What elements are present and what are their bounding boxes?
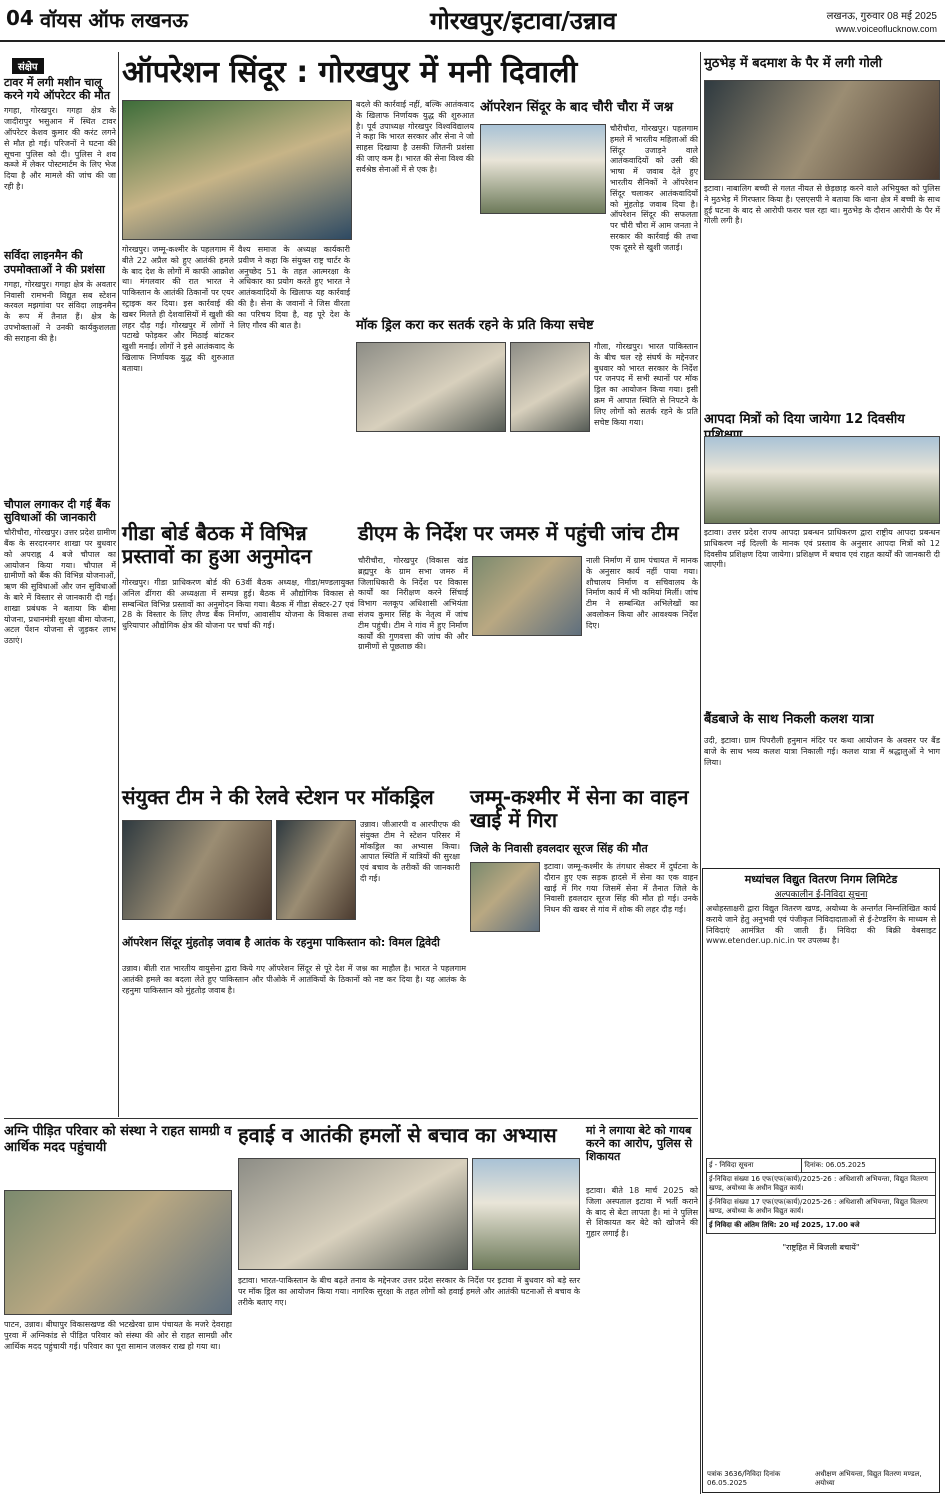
gida-headline: गीडा बोर्ड बैठक में विभिन्न प्रस्तावों का हुआ अनुमोदन: [122, 521, 312, 568]
sidebar-story-1-head: टावर में लगी मशीन चालू करने गये ऑपरेटर की मौत: [4, 76, 110, 103]
gida-text: गोरखपुर। गीडा प्राधिकरण बोर्ड की 63वीं बैठक अध्यक्ष, गीडा/मण्डलायुक्त अनिल ढींगरा की अध्यक्षता में सम्पन्न हुई। बैठक में औद्योगिक विकास से सम्बन्धित विभिन्न प्रस्तावों का अनुमोदन किया गया। बैठक में गीडा सेक्टर-27 एवं 28 के विस्तार के लिए लैण्ड बैंक निर्माण, आवासीय योजना के विकास तथा धुरियापार औद्योगिक क्षेत्र की योजना पर चर्चा की गई।: [122, 578, 354, 631]
lead-text-2: वैश्य समाज के अध्यक्ष कार्यकारी प्रवीण ने कहा कि संयुक्त राष्ट्र चार्टर के अनुच्छेद 51 के तहत आत्मरक्षा के अधिकार का प्रयोग करते हुए भारत ने आतंकवादियों के खिलाफ यह कार्रवाई की है। सेना के जवानों ने जिस वीरता का परिचय दिया है, वह पूरे देश के लिए गौरव की बात है।: [238, 245, 350, 330]
crook-photo: [704, 80, 940, 180]
chauri-photo: [480, 124, 606, 214]
dm-text: चौरीचौरा, गोरखपुर (विकास खंड ब्रह्मपुर के ग्राम सभा जमरु में जिलाधिकारी के निर्देश पर विकास कार्यों का निरीक्षण करने सिंचाई विभाग नलकूप अधिशासी अभियंता संजय कुमार सिंह के नेतृत्व में जांच टीम पहुंची। टीम ने गांव में हुए निर्माण कार्यों की गुणवत्ता की जांच की और ग्रामीणों से पूछताछ की।: [358, 556, 468, 652]
right-column-rule: [700, 52, 701, 1494]
lead-text: गोरखपुर। जम्मू-कश्मीर के पहलगाम में बीते 22 अप्रैल को हुए आतंकी हमले के बाद देश के लोगों में काफी आक्रोश था। मंगलवार की रात भारत ने पाकिस्तान के आतंकी ठिकानों पर एयर स्ट्राइक कर दिया। इस कार्रवाई की खबर मिलते ही देशवासियों में खुशी की लहर दौड़ गई। गोरखपुर में लोगों ने पटाखे फोड़कर और मिठाई बांटकर खुशी मनाई। लोगों ने इसे आतंकवाद के खिलाफ निर्णायक युद्ध की शुरुआत बताया।: [122, 245, 234, 373]
air-headline: हवाई व आतंकी हमलों से बचाव का अभ्यास: [238, 1123, 557, 1147]
rail-headline-box: [122, 786, 462, 816]
kalash-text: उदी, इटावा। ग्राम पिपरौली हनुमान मंदिर पर कथा आयोजन के अवसर पर बैंड बाजे के साथ भव्य कलश यात्रा निकाली गई। कलश यात्रा में श्रद्धालुओं ने भाग लिया।: [704, 736, 940, 767]
sidebar-story-1-text: गगहा, गोरखपुर। गगहा क्षेत्र के जादीरापुर भसुआन में स्थित टावर ऑपरेटर केशव कुमार की करंट लगने से मौत हो गई। परिजनों ने घटना की सूचना पुलिस को दी। पुलिस ने शव कब्जे में लेकर पोस्टमार्टम के लिए भेज दिया है और मामले की जांच की जा रही है।: [4, 106, 116, 191]
website-link[interactable]: www.voiceoflucknow.com: [835, 24, 937, 34]
fire-headline-box: [4, 1124, 232, 1184]
mock-photo: [356, 342, 506, 432]
mother-text: इटावा। बीते 18 मार्च 2025 को जिला अस्पताल इटावा में भर्ती कराने के बाद से बेटा लापता है। मां ने पुलिस से शिकायत कर बेटे को खोजने की गुहार लगाई है।: [586, 1186, 698, 1239]
dm-headline: डीएम के निर्देश पर जमरु में पहुंची जांच टीम: [358, 521, 679, 545]
mother-headline-box: [586, 1124, 698, 1184]
column-rule: [118, 52, 119, 1117]
dm-text-2: नाली निर्माण में ग्राम पंचायत में मानक के अनुसार कार्य नहीं पाया गया। शौचालय निर्माण व सचिवालय के निर्माण कार्य में भी कमियां मिलीं। जांच टीम ने सम्बन्धित अभिलेखों का अवलोकन किया और आवश्यक निर्देश दिए।: [586, 556, 698, 630]
chauri-headline: ऑपरेशन सिंदूर के बाद चौरी चौरा में जश्न: [480, 100, 674, 115]
mother-headline: मां ने लगाया बेटे को गायब करने का आरोप, पुलिस से शिकायत: [586, 1124, 693, 1164]
air-headline-box: [238, 1124, 580, 1154]
air-text: इटावा। भारत-पाकिस्तान के बीच बढ़ते तनाव के मद्देनजर उत्तर प्रदेश सरकार के निर्देश पर इटावा में बुधवार को बड़े स्तर पर मॉक ड्रिल का आयोजन किया गया। नागरिक सुरक्षा के तहत लोगों को हवाई हमले और आतंकी घटनाओं से बचाव के तरीके बताए गए।: [238, 1276, 580, 1307]
lead-text-3: बदले की कार्रवाई नहीं, बल्कि आतंकवाद के खिलाफ निर्णायक युद्ध की शुरुआत है। पूर्व उपाध्यक्ष गोरखपुर विश्वविद्यालय ने कहा कि भारत सरकार और सेना ने जो साहस दिखाया है उसकी जितनी प्रशंसा की जाए कम है। भारत की सेना विश्व की सर्वश्रेष्ठ सेनाओं में से एक है।: [356, 100, 474, 174]
fire-photo: [4, 1190, 232, 1315]
masthead: [0, 0, 945, 42]
tender-last-date: ई निविदा की अंतिम तिथि: 20 मई 2025, 17.00 बजे: [707, 1219, 936, 1233]
sidebar-story-3-head: चौपाल लगाकर दी गई बैंक सुविधाओं की जानकारी: [4, 497, 111, 524]
apda-headline-box: [704, 412, 940, 434]
tender-table-head: ई - निविदा सूचना: [707, 1159, 802, 1173]
section-rule: [4, 1118, 698, 1119]
jk-headline: जम्मू-कश्मीर में सेना का वाहन खाई में गिरा: [470, 785, 689, 832]
jk-headline-box: [470, 786, 698, 840]
crook-headline: मुठभेड़ में बदमाश के पैर में लगी गोली: [704, 56, 883, 71]
mock-photo-2: [510, 342, 590, 432]
sidebar-story-2-head: सर्विदा लाइनमैन की उपमोक्ताओं ने की प्रशंसा: [4, 249, 105, 276]
tender-slogan: "राष्ट्रहित में बिजली बचायें": [782, 1242, 860, 1252]
dm-headline-box: [358, 522, 698, 550]
mock-headline: मॉक ड्रिल करा कर सतर्क रहने के प्रति किया सचेष्ट: [356, 318, 594, 333]
jk-subhead: जिले के निवासी हवलदार सूरज सिंह की मौत: [470, 842, 648, 855]
tender-table: [706, 1158, 936, 1234]
lead-headline: ऑपरेशन सिंदूर : गोरखपुर में मनी दिवाली: [122, 55, 578, 90]
tender-title: मध्यांचल विद्युत वितरण निगम लिमिटेड: [744, 873, 898, 886]
lead-headline-box: [122, 56, 698, 100]
fire-headline: अग्नि पीड़ित परिवार को संस्था ने राहत सामग्री व आर्थिक मदद पहुंचायी: [4, 1124, 232, 1155]
dateline: लखनऊ, गुरुवार 08 मई 2025: [826, 11, 937, 22]
jk-photo: [470, 862, 540, 932]
tender-date: दिनांक: 06.05.2025: [802, 1159, 936, 1173]
fire-text: पाटन, उन्नाव। बीघापुर विकासखण्ड की भटखेरवा ग्राम पंचायत के मजरे देवराहा पुरवा में अग्निकांड से पीड़ित परिवार को संस्था की ओर से राहत सामग्री और आर्थिक मदद पहुंचायी गई। परिवार का पूरा सामान जलकर राख हो गया था।: [4, 1320, 232, 1351]
dm-photo: [472, 556, 582, 636]
lead-photo: [122, 100, 352, 240]
sidebar-story-3-text: चौरीचौरा, गोरखपुर। उत्तर प्रदेश ग्रामीण बैंक के सरदारनगर शाखा पर बुधवार को अपराह्न 4 बजे चौपाल का आयोजन किया गया। चौपाल में ग्रामीणों को बैंक की विभिन्न योजनाओं, ऋण की सुविधाओं और जन सुविधाओं के बारे में विस्तार से जानकारी दी गई। शाखा प्रबंधक ने बताया कि बीमा योजना, प्रधानमंत्री सुरक्षा बीमा योजना, अटल पेंशन योजना से जुड़कर लाभ उठाएं।: [4, 528, 116, 646]
tender-row-2: ई-निविदा संख्या 17 एफ(एफ(कार्य)/2025-26 : अधिशासी अभियन्ता, विद्युत वितरण खण्ड, अयोध्या के अधीन विद्युत कार्य।: [707, 1196, 936, 1219]
tender-row-1: ई-निविदा संख्या 16 एफ(एफ(कार्य)/2025-26 : अधिशासी अभियन्ता, विद्युत वितरण खण्ड, अयोध्या के अधीन विद्युत कार्य।: [707, 1173, 936, 1196]
vimal-headline: ऑपरेशन सिंदूर मुंहतोड़ जवाब है आतंक के रहनुमा पाकिस्तान को: विमल द्विवेदी: [122, 936, 440, 949]
rail-text: उन्नाव। जीआरपी व आरपीएफ की संयुक्त टीम ने स्टेशन परिसर में मॉकड्रिल का अभ्यास किया। आपात स्थिति में यात्रियों की सुरक्षा एवं बचाव के तरीकों की जानकारी दी गई।: [360, 820, 460, 883]
gida-headline-box: [122, 522, 354, 574]
apda-text: इटावा। उत्तर प्रदेश राज्य आपदा प्रबन्धन प्राधिकरण द्वारा राष्ट्रीय आपदा प्रबन्धन प्राधिकरण नई दिल्ली के मानक एवं प्रस्ताव के अनुसार आपदा मित्रों को 12 दिवसीय प्रशिक्षण दिया जायेगा। प्रशिक्षण में बचाव एवं राहत कार्यों की जानकारी दी जाएगी।: [704, 528, 940, 570]
kalash-headline: बैंडबाजे के साथ निकली कलश यात्रा: [704, 712, 874, 727]
mock-text: गौला, गोरखपुर। भारत पाकिस्तान के बीच चल रहे संघर्ष के मद्देनजर बुधवार को भारत सरकार के निर्देश पर जनपद में सभी स्थानों पर मॉक ड्रिल का आयोजन किया गया। इसी क्रम में आपात स्थिति से निपटने के लिए लोगों को सतर्क रहने के प्रति सचेष्ट किया गया।: [594, 342, 698, 427]
jk-text: इटावा। जम्मू-कश्मीर के तंगधार सेक्टर में दुर्घटना के दौरान हुए एक सड़क हादसे में सेना का एक वाहन खाई में गिर गया जिसमें सेना में तैनात जिले के निवासी हवलदार सूरज सिंह की मौत हो गई। उनके निधन की खबर से गांव में शोक की लहर दौड़ गई।: [544, 862, 698, 915]
vimal-text: उन्नाव। बीती रात भारतीय वायुसेना द्वारा किये गए ऑपरेशन सिंदूर से पूरे देश में जश्न का माहौल है। भारत ने पहलगाम आतंकी हमले का बदला लेते हुए पाकिस्तान और पीओके में आतंकियों के ठिकानों को नष्ट कर दिया है। यह आतंक के रहनुमा पाकिस्तान को मुंहतोड़ जवाब है।: [122, 964, 466, 995]
sidebar-column: [4, 76, 116, 1112]
tender-subtitle: अल्पकालीन ई-निविदा सूचना: [774, 890, 868, 900]
apda-headline: आपदा मित्रों को दिया जायेगा 12 दिवसीय: [704, 412, 905, 427]
tender-notice: [702, 868, 940, 1493]
edition-title: गोरखपुर/इटावा/उन्नाव: [430, 6, 617, 35]
rail-photo-2: [276, 820, 356, 920]
crook-headline-box: [704, 56, 940, 78]
tender-footer-left: पत्रांक 3636/निविदा दिनांक 06.05.2025: [707, 1470, 781, 1487]
tender-footer-right: अधीक्षण अभियन्ता, विद्युत वितरण मण्डल, अयोध्या: [814, 1470, 922, 1487]
sidebar-story-2-text: गगहा, गोरखपुर। गगहा क्षेत्र के अवतार निवासी रामभनी विद्युत सब स्टेशन करवल मझगांवा पर संविदा लाइनमैन के रूप में तैनात हैं। क्षेत्र के उपभोक्ताओं ने उनकी कार्यकुशलता की सराहना की है।: [4, 279, 116, 343]
page-number: 04: [6, 6, 34, 30]
paper-name: वॉयस ऑफ लखनऊ: [40, 8, 188, 32]
tender-footer: [707, 1470, 935, 1488]
air-photo-2: [472, 1158, 580, 1270]
tender-text: अधोहस्ताक्षरी द्वारा विद्युत वितरण खण्ड, अयोध्या के अन्तर्गत निम्नलिखित कार्य कराये जाने हेतु अनुभवी एवं पंजीकृत निविदादाताओं से ई-टेण्डरिंग के माध्यम से निविदाएं आमंत्रित की जाती हैं। निविदा की बिक्री वेबसाइट www.etender.up.nic.in पर उपलब्ध है।: [706, 904, 936, 946]
apda-photo: [704, 436, 940, 524]
chauri-headline-box: [480, 100, 698, 122]
sidebar-tag: संक्षेप: [12, 58, 44, 74]
chauri-text: चौरीचौरा, गोरखपुर। पहलगाम हमले में भारतीय महिलाओं की सिंदूर उजाड़ने वाले आतंकवादियों को उसी की भाषा में जवाब देते हुए भारतीय सैनिकों ने ऑपरेशन सिंदूर चलाकर आतंकवादियों को मुंहतोड़ जवाब दिया है। ऑपरेशन सिंदूर की सफलता पर चौरी चौरा में आम जनता ने सरकार की कार्रवाई की तथा एक दूसरे से खुशी जताई।: [610, 124, 698, 252]
vimal-headline-box: [122, 936, 466, 962]
rail-headline: संयुक्त टीम ने की रेलवे स्टेशन पर मॉकड्रिल: [122, 785, 434, 809]
air-photo: [238, 1158, 468, 1270]
kalash-headline-box: [704, 712, 940, 734]
crook-text: इटावा। नाबालिग बच्ची से गलत नीयत से छेड़छाड़ करने वाले अभियुक्त को पुलिस ने मुठभेड़ में गिरफ्तार किया है। एसएसपी ने बताया कि थाना क्षेत्र में बच्ची के साथ हुई घटना के बाद से आरोपी फरार चल रहा था। मुठभेड़ के दौरान आरोपी के पैर में गोली लगी है।: [704, 184, 940, 226]
rail-photo: [122, 820, 272, 920]
mock-headline-box: [356, 318, 698, 340]
